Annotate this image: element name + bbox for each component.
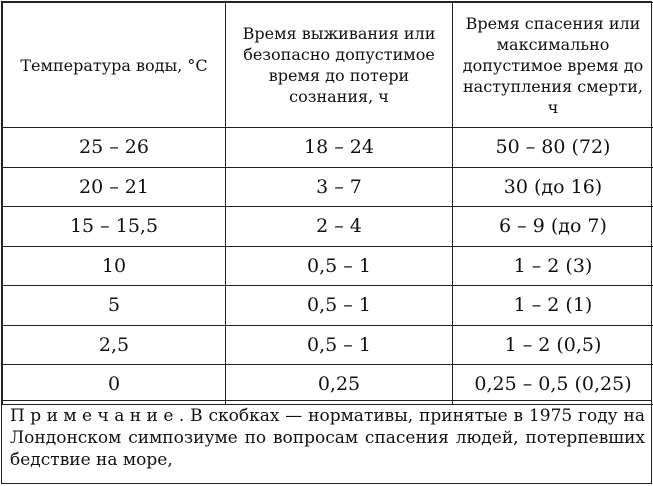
cell-rescue-time: 0,25 – 0,5 (0,25) (453, 365, 653, 405)
table-footnote (2, 400, 651, 483)
footnote-label: Примечание (10, 406, 179, 426)
cell-temperature: 15 – 15,5 (3, 207, 226, 247)
cell-survival-time: 2 – 4 (226, 207, 453, 247)
cell-rescue-time: 50 – 80 (72) (453, 128, 653, 168)
table-row (3, 207, 653, 247)
cell-rescue-time: 30 (до 16) (453, 167, 653, 207)
cell-survival-time: 3 – 7 (226, 167, 453, 207)
cell-temperature: 2,5 (3, 325, 226, 365)
cell-rescue-time: 1 – 2 (1) (453, 286, 653, 326)
cell-rescue-time: 1 – 2 (3) (453, 246, 653, 286)
cell-survival-time: 18 – 24 (226, 128, 453, 168)
table-row (3, 365, 653, 405)
cell-temperature: 5 (3, 286, 226, 326)
cell-survival-time: 0,5 – 1 (226, 246, 453, 286)
table-row (3, 128, 653, 168)
cell-temperature: 10 (3, 246, 226, 286)
table-row (3, 325, 653, 365)
header-rescue-time: Время спасения или максимально допустимое время до наступления смерти, ч (453, 3, 653, 128)
header-water-temperature: Температура воды, °С (3, 3, 226, 128)
table-row (3, 246, 653, 286)
cell-temperature: 20 – 21 (3, 167, 226, 207)
data-table (2, 2, 653, 405)
cell-rescue-time: 6 – 9 (до 7) (453, 207, 653, 247)
footnote-text: . В скобках — нормативы, принятые в 1975 году на Лондонском симпозиуме по вопросам спасения людей, потерпевших бедствие на море, (10, 406, 645, 470)
header-survival-time: Время выживания или безопасно допустимое время до потери сознания, ч (226, 3, 453, 128)
header-row (3, 3, 653, 128)
cell-temperature: 25 – 26 (3, 128, 226, 168)
cell-survival-time: 0,25 (226, 365, 453, 405)
table-row (3, 167, 653, 207)
data-table-container (1, 1, 652, 484)
cell-survival-time: 0,5 – 1 (226, 286, 453, 326)
table-row (3, 286, 653, 326)
cell-rescue-time: 1 – 2 (0,5) (453, 325, 653, 365)
cell-temperature: 0 (3, 365, 226, 405)
cell-survival-time: 0,5 – 1 (226, 325, 453, 365)
